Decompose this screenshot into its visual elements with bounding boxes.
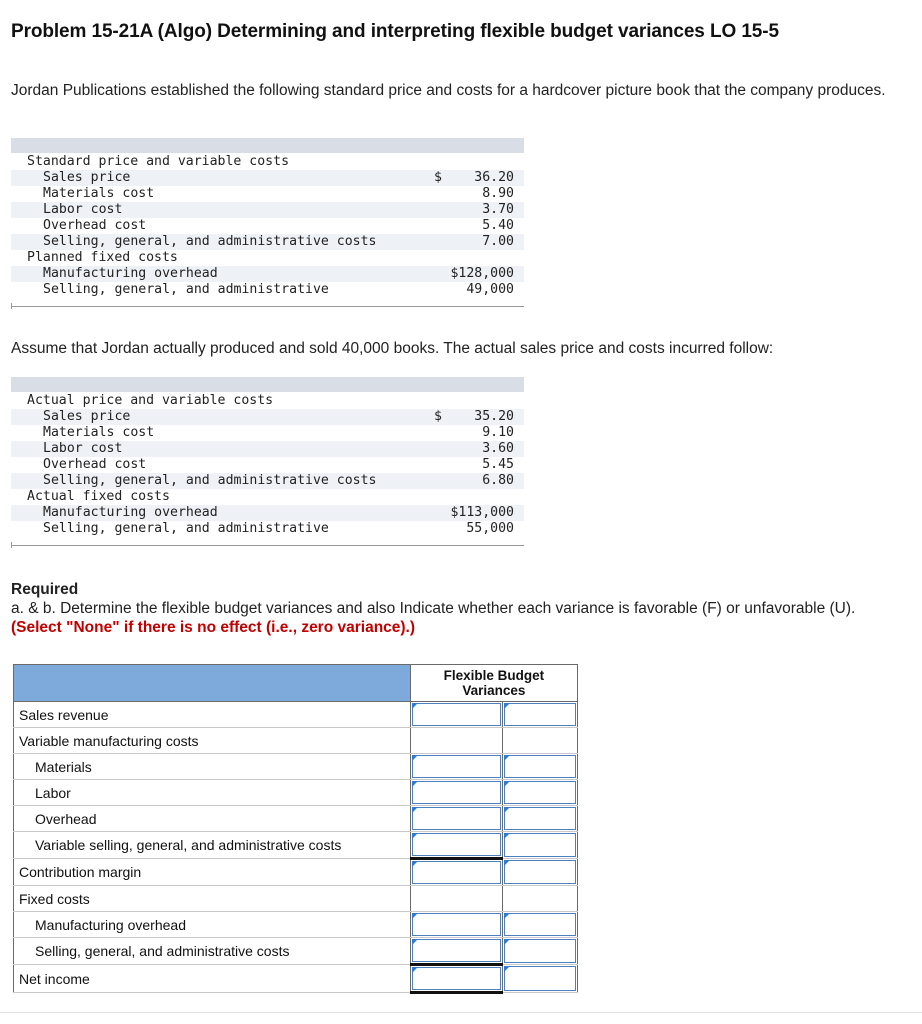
- table-row: [14, 754, 578, 780]
- table-row: [14, 886, 578, 912]
- row-label: Overhead: [14, 806, 411, 832]
- table-row: [14, 912, 578, 938]
- table-row: Selling, general, and administrative 49,000: [43, 282, 514, 297]
- variance-amount-input[interactable]: [412, 755, 501, 778]
- table-row: Selling, general, and administrative costs 6.80: [11, 473, 524, 489]
- variance-effect-select[interactable]: [504, 755, 576, 778]
- table-bottom-rule: [11, 306, 524, 307]
- table-row: [14, 965, 578, 993]
- table-row: [14, 780, 578, 806]
- table-row: Manufacturing overhead $113,000: [11, 505, 524, 521]
- row-label: Manufacturing overhead: [14, 912, 411, 938]
- table-row: Materials cost 8.90: [43, 186, 514, 201]
- row-label: Variable selling, general, and administrative costs: [14, 832, 411, 859]
- variance-amount-input[interactable]: [412, 967, 501, 990]
- table-row: [14, 728, 578, 754]
- table-header-bar: [11, 138, 524, 153]
- table-bottom-rule: [11, 545, 524, 546]
- variance-effect-select[interactable]: [504, 966, 576, 991]
- variance-amount-input[interactable]: [412, 833, 501, 856]
- section-header-row: [11, 489, 524, 505]
- table-row: Selling, general, and administrative costs 7.00: [11, 234, 524, 250]
- variance-effect-select[interactable]: [504, 939, 576, 963]
- table-row: Labor cost 3.60: [11, 441, 524, 457]
- table-row: Labor cost 3.70: [11, 202, 524, 218]
- empty-cell: [410, 728, 502, 754]
- row-label: Fixed costs: [14, 886, 411, 912]
- problem-title: Problem 15-21A (Algo) Determining and interpreting flexible budget variances LO 15-5: [11, 21, 779, 42]
- row-label: Labor: [14, 780, 411, 806]
- row-label: Net income: [14, 965, 411, 993]
- table-row: [14, 702, 578, 728]
- empty-cell: [503, 886, 578, 912]
- actual-costs-table: [11, 377, 524, 546]
- table-row: [14, 806, 578, 832]
- section-header-row: [11, 154, 524, 170]
- empty-cell: [410, 886, 502, 912]
- empty-cell: [503, 728, 578, 754]
- table-header-bar: [11, 377, 524, 392]
- variance-amount-input[interactable]: [412, 781, 501, 804]
- section-header-row: [11, 250, 524, 266]
- section-header: Planned fixed costs: [27, 250, 178, 265]
- table-row: [14, 938, 578, 965]
- required-instructions: a. & b. Determine the flexible budget variances and also Indicate whether each variance is favorable (F) or unfavorable (U).: [11, 600, 856, 617]
- required-heading: Required: [11, 581, 79, 598]
- variance-effect-select[interactable]: [504, 807, 576, 830]
- variance-answer-table: [13, 664, 578, 994]
- table-row: Overhead cost 5.45: [43, 457, 514, 472]
- table-row: Materials cost 9.10: [43, 425, 514, 440]
- flexible-budget-variances-header: Flexible Budget Variances: [410, 665, 577, 702]
- row-label: Contribution margin: [14, 859, 411, 886]
- table-row: Overhead cost 5.40: [43, 218, 514, 233]
- row-label: Selling, general, and administrative costs: [14, 938, 411, 965]
- header-blank-cell: [14, 665, 411, 702]
- table-row: [14, 832, 578, 859]
- standard-costs-table: [11, 138, 524, 307]
- required-note: (Select "None" if there is no effect (i.e., zero variance).): [11, 619, 416, 636]
- variance-effect-select[interactable]: [504, 913, 576, 936]
- variance-effect-select[interactable]: [504, 833, 576, 857]
- table-row: Sales price $ 35.20: [11, 409, 524, 425]
- section-header: Actual fixed costs: [27, 489, 170, 504]
- row-label: Variable manufacturing costs: [14, 728, 411, 754]
- variance-amount-input[interactable]: [412, 807, 501, 830]
- table-row: [14, 859, 578, 886]
- required-section: [11, 580, 891, 637]
- page-bottom-rule: [0, 1012, 922, 1013]
- intro-text: Jordan Publications established the following standard price and costs for a hardcover picture book that the company produces.: [11, 82, 886, 99]
- table-row: Manufacturing overhead $128,000: [11, 266, 524, 282]
- section-header: Standard price and variable costs: [27, 154, 290, 169]
- variance-amount-input[interactable]: [412, 939, 501, 962]
- variance-amount-input[interactable]: [412, 861, 501, 884]
- row-label: Materials: [14, 754, 411, 780]
- assumption-text: Assume that Jordan actually produced and sold 40,000 books. The actual sales price and costs incurred follow:: [11, 340, 774, 357]
- table-row: Sales price $ 36.20: [11, 170, 524, 186]
- section-header-row: [11, 393, 524, 409]
- variance-effect-select[interactable]: [504, 860, 576, 884]
- row-label: Sales revenue: [14, 702, 411, 728]
- table-row: Selling, general, and administrative 55,000: [43, 521, 514, 536]
- variance-effect-select[interactable]: [504, 781, 576, 804]
- answer-table-header: [14, 665, 578, 702]
- variance-amount-input[interactable]: [412, 913, 501, 936]
- variance-effect-select[interactable]: [504, 703, 576, 726]
- section-header: Actual price and variable costs: [27, 393, 274, 408]
- variance-amount-input[interactable]: [412, 703, 501, 726]
